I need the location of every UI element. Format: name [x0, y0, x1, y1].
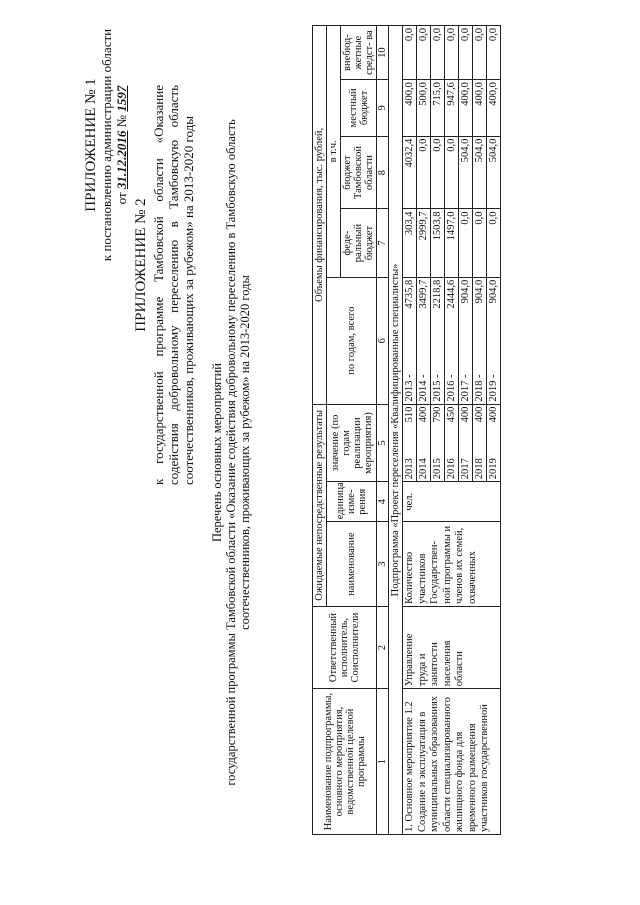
- offbudget-cell: 0,0: [459, 26, 473, 80]
- header-offbudget: внебюд- жетные средст- ва: [341, 26, 377, 80]
- appendix2-title: ПРИЛОЖЕНИЕ № 2: [133, 198, 149, 332]
- offbudget-cell: 0,0: [431, 26, 445, 80]
- col-number: 9: [377, 80, 389, 136]
- header-local: местный бюджет: [341, 80, 377, 136]
- col-number: 7: [377, 209, 389, 277]
- regional-cell: 0,0: [431, 136, 445, 209]
- appendix1-date-line: [114, 25, 129, 265]
- column-numbers-row: [377, 26, 389, 835]
- local-cell: 715,0: [431, 80, 445, 136]
- header-expected-results: Ожидаемые непосредственные результаты: [313, 404, 327, 606]
- appendix1-block: [84, 25, 129, 265]
- header-regional: бюджет Тамбовской области: [341, 136, 377, 209]
- col-number: 4: [377, 482, 389, 522]
- offbudget-cell: 0,0: [473, 26, 487, 80]
- offbudget-cell: 0,0: [403, 26, 417, 80]
- federal-cell: 0,0: [459, 209, 473, 277]
- header-col2: Ответственный исполнитель, Соисполнители: [313, 606, 377, 688]
- subprogram-row: [389, 26, 403, 835]
- table-row: [403, 26, 417, 835]
- document-title: [210, 30, 252, 875]
- result-name-cell: Количество участников Государствен- ной программы и членов их семей, охваченных: [403, 522, 501, 607]
- total-cell: 2016 - 2444,6: [445, 277, 459, 404]
- header-row-1: [313, 26, 327, 835]
- federal-cell: 2999,7: [417, 209, 431, 277]
- appendix1-line: к постановлению администрации области: [99, 28, 114, 262]
- unit-cell: чел.: [403, 482, 501, 522]
- header-result-value: значение (по годам реализации мероприятия): [327, 404, 377, 482]
- total-cell: 2015 - 2218,8: [431, 277, 445, 404]
- header-financing: Объемы финансирования, тыс. рублей,: [313, 26, 327, 405]
- value-cell: 2019 400: [487, 404, 501, 482]
- appendix2-block: [134, 85, 196, 485]
- value-cell: 2013 510: [403, 404, 417, 482]
- col-number: 3: [377, 522, 389, 607]
- value-cell: 2015 790: [431, 404, 445, 482]
- offbudget-cell: 0,0: [445, 26, 459, 80]
- regional-cell: 4032,4: [403, 136, 417, 209]
- appendix2-text: к государственной программе Тамбовской области «Оказание содействия добровольному переселению в Тамбовскую область соотечественников, проживающих за рубежом» на 2013-2020 годы: [151, 85, 196, 485]
- appendix1-title: ПРИЛОЖЕНИЕ № 1: [83, 78, 99, 212]
- federal-cell: 0,0: [487, 209, 501, 277]
- value-cell: 2018 400: [473, 404, 487, 482]
- value-cell: 2017 400: [459, 404, 473, 482]
- regional-cell: 504,0: [459, 136, 473, 209]
- regional-cell: 504,0: [473, 136, 487, 209]
- local-cell: 400,0: [473, 80, 487, 136]
- total-cell: 2014 - 3499,7: [417, 277, 431, 404]
- date-prefix: от: [114, 192, 129, 205]
- header-col1: Наименование подпрограммы, основного мероприятия, ведомственной целевой программы: [313, 689, 377, 835]
- regional-cell: 0,0: [445, 136, 459, 209]
- col-number: 5: [377, 404, 389, 482]
- col-number: 10: [377, 26, 389, 80]
- title-line-2: государственной программы Тамбовской области «Оказание содействия добровольному переселению в Тамбовскую область: [224, 119, 238, 786]
- total-cell: 2017 - 904,0: [459, 277, 473, 404]
- local-cell: 400,0: [487, 80, 501, 136]
- value-cell: 2014 400: [417, 404, 431, 482]
- handwritten-number: 1597: [114, 85, 129, 112]
- local-cell: 400,0: [403, 80, 417, 136]
- offbudget-cell: 0,0: [487, 26, 501, 80]
- header-by-year: по годам, всего: [327, 277, 377, 404]
- federal-cell: 0,0: [473, 209, 487, 277]
- total-cell: 2019 - 904,0: [487, 277, 501, 404]
- col-number: 6: [377, 277, 389, 404]
- header-result-unit: единица изме- рения: [327, 482, 377, 522]
- offbudget-cell: 0,0: [417, 26, 431, 80]
- federal-cell: 303,4: [403, 209, 417, 277]
- header-federal: феде- ральный бюджет: [341, 209, 377, 277]
- local-cell: 400,0: [459, 80, 473, 136]
- total-cell: 2018 - 904,0: [473, 277, 487, 404]
- total-cell: 2013 - 4735,8: [403, 277, 417, 404]
- handwritten-date: 31.12.2016: [114, 130, 129, 190]
- regional-cell: 0,0: [417, 136, 431, 209]
- federal-cell: 1497,0: [445, 209, 459, 277]
- federal-cell: 1503,8: [431, 209, 445, 277]
- local-cell: 500,0: [417, 80, 431, 136]
- local-cell: 947,6: [445, 80, 459, 136]
- activity-cell: 1. Основное мероприятие 1.2 Создание и эксплуатация в муниципальных образованиях области специализированного жилищного фонда для временного размещения участников государственной: [403, 689, 501, 835]
- col-number: 8: [377, 136, 389, 209]
- subprogram-title: Подпрограмма «Проект переселения «Квалифицированные специалисты»: [389, 26, 403, 835]
- title-line-1: Перечень основных мероприятий: [210, 363, 224, 543]
- activities-table: [312, 25, 501, 835]
- col-number: 2: [377, 606, 389, 688]
- regional-cell: 504,0: [487, 136, 501, 209]
- title-line-3: соотечественников, проживающих за рубежом» на 2013-2020 годы: [238, 275, 252, 630]
- header-result-name: наименование: [327, 522, 377, 607]
- executor-cell: Управление труда и занятости населения области: [403, 606, 501, 688]
- number-prefix: №: [114, 114, 129, 128]
- col-number: 1: [377, 689, 389, 835]
- header-incl: в т.ч.: [327, 26, 341, 278]
- value-cell: 2016 450: [445, 404, 459, 482]
